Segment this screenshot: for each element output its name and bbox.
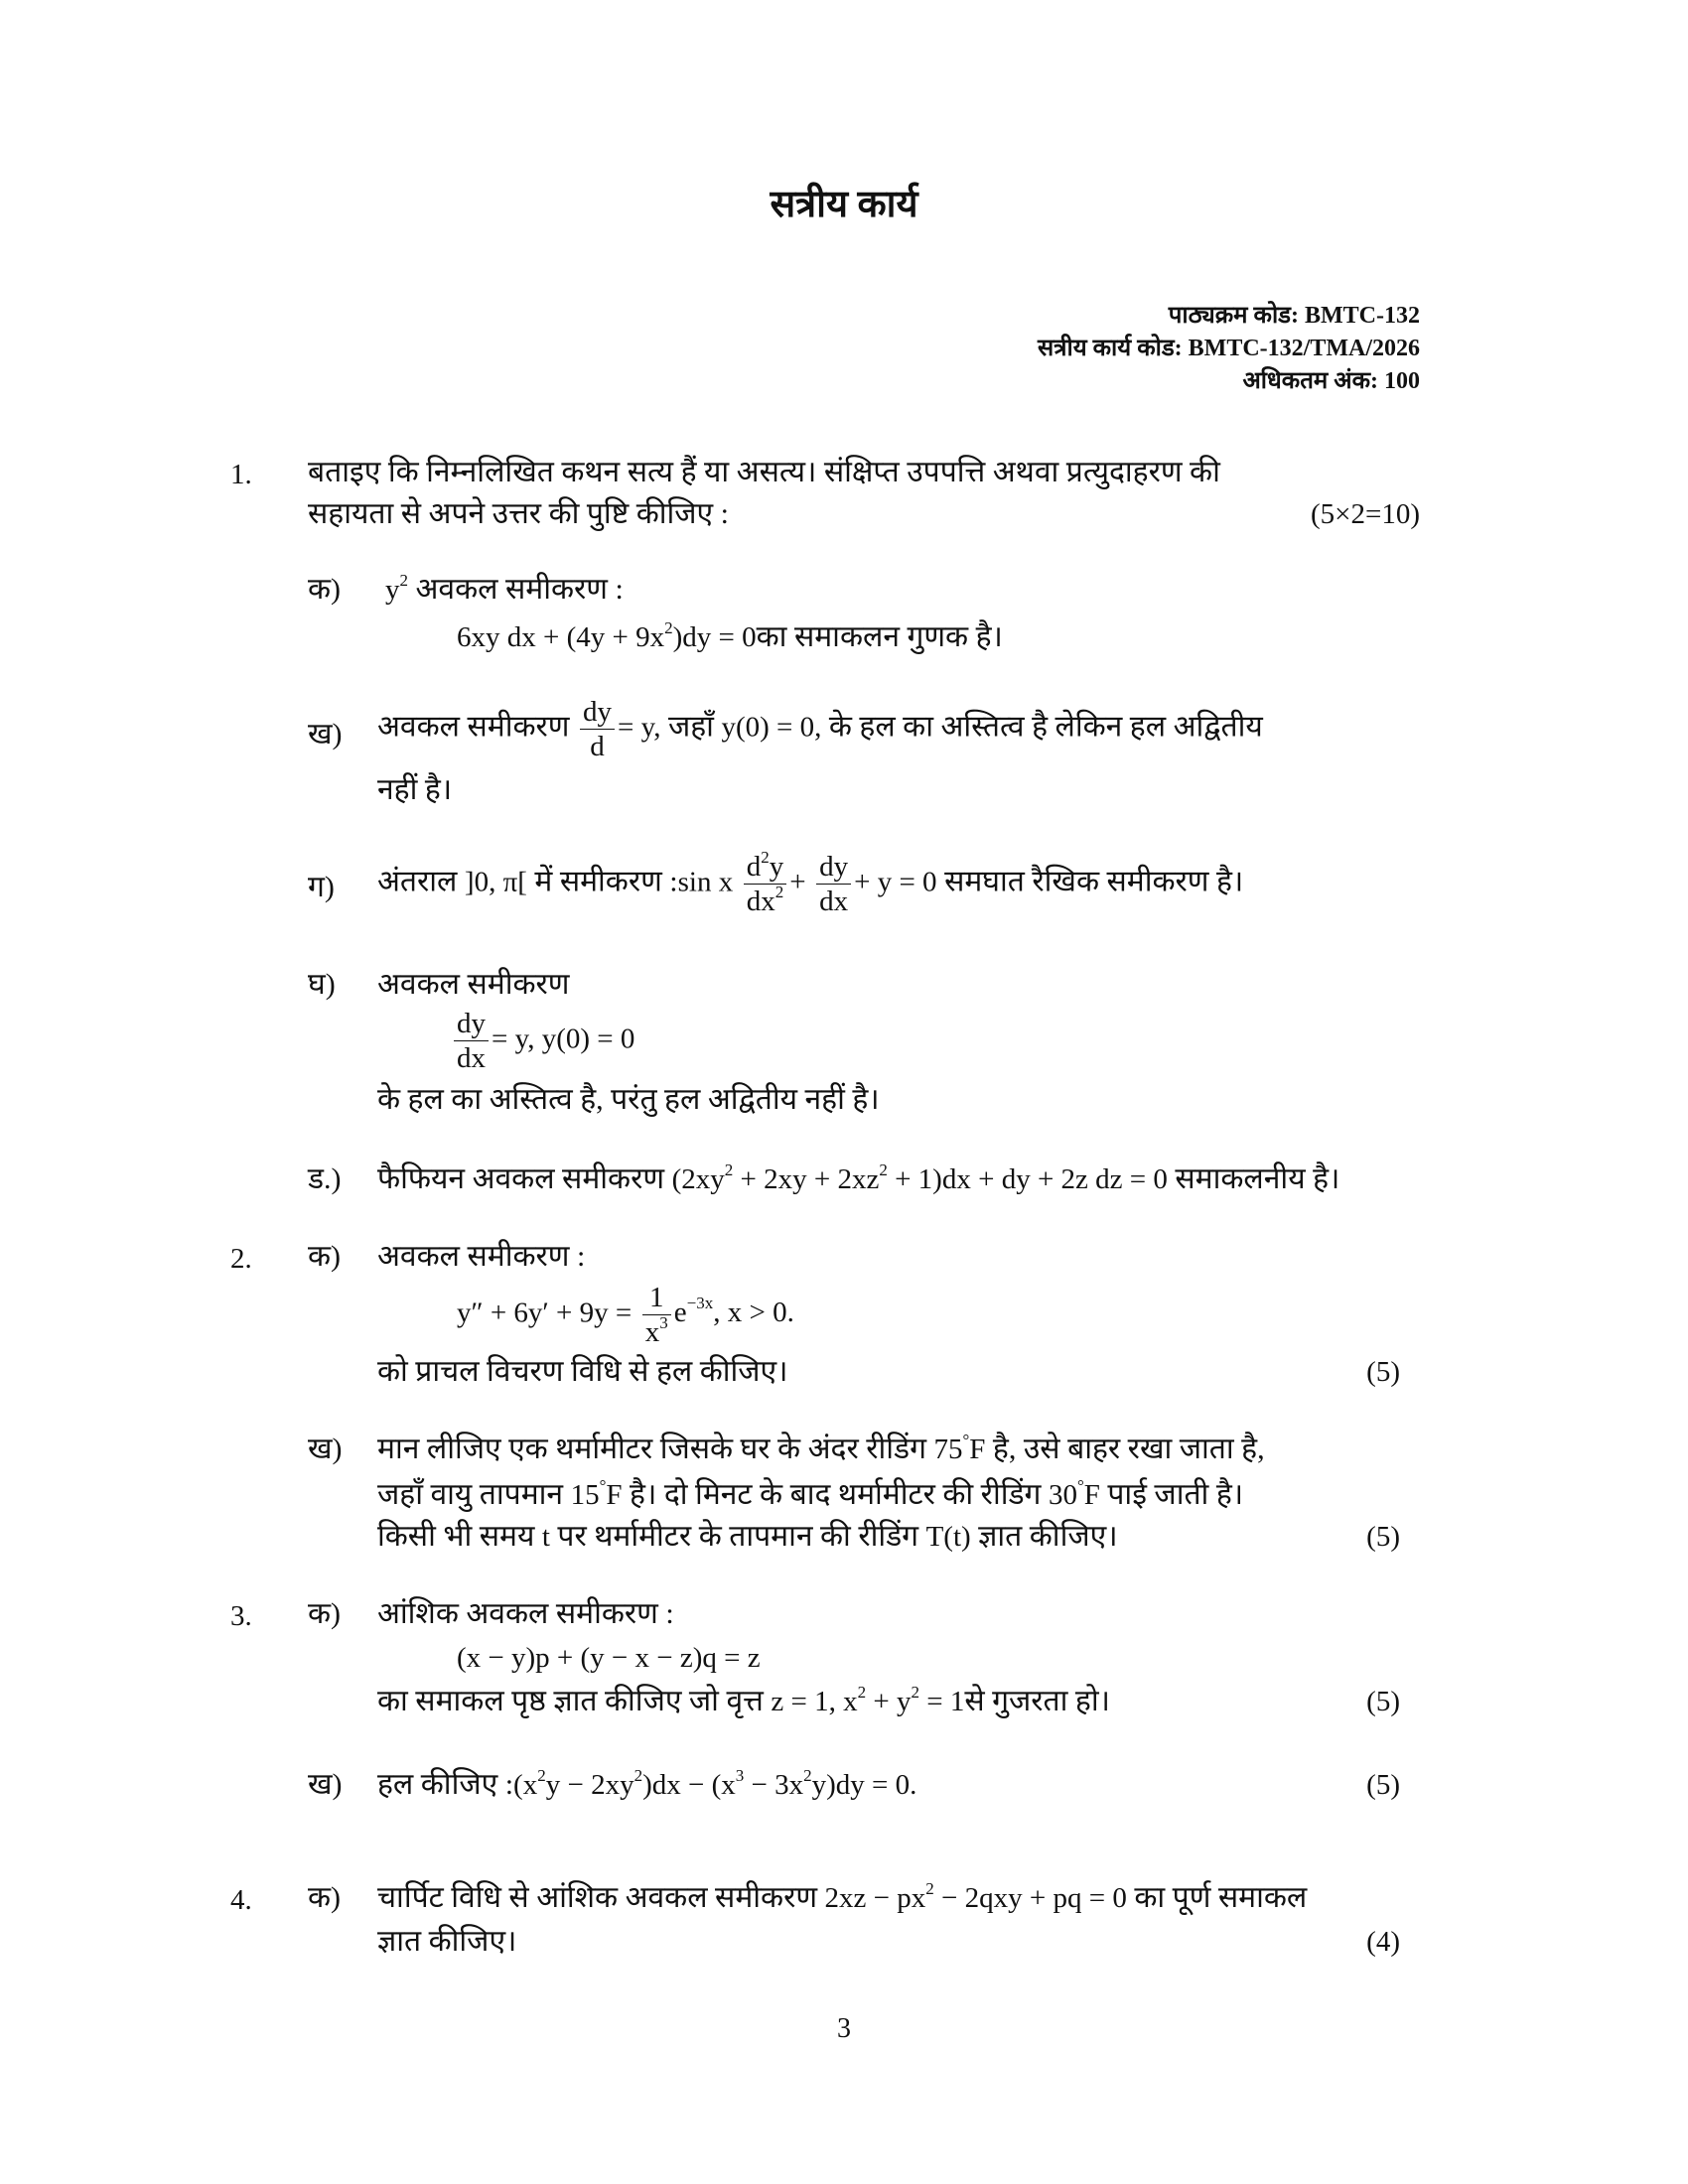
- equation: (x − y)p + (y − x − z)q = z: [457, 1642, 761, 1674]
- item-text: जहाँ वायु तापमान 15°F है। दो मिनट के बाद थर्मामीटर की रीडिंग 30°F पाई जाती है।: [377, 1476, 1244, 1511]
- marks: (5): [1366, 1769, 1400, 1801]
- item-label: क): [308, 1597, 342, 1630]
- question-number: 1.: [230, 459, 252, 490]
- equation: $\frac{dy}{dx}$ = y, y(0) = 0: [451, 1007, 634, 1075]
- item-label: घ): [308, 968, 336, 1001]
- item-text: मान लीजिए एक थर्मामीटर जिसके घर के अंदर रीडिंग 75°F है, उसे बाहर रखा जाता है,: [377, 1431, 1265, 1465]
- page-title: सत्रीय कार्य: [770, 184, 918, 225]
- item-text: आंशिक अवकल समीकरण :: [377, 1597, 674, 1630]
- marks: (5): [1366, 1521, 1400, 1553]
- question-number: 4.: [230, 1884, 252, 1916]
- item-label: ग): [308, 871, 335, 903]
- item-text: अवकल समीकरण $\frac{dy}{d}$ = y, जहाँ y(0) = 0, के हल का अस्तित्व है लेकिन हल अद्वितीय: [377, 696, 1263, 762]
- item-label: क): [308, 573, 342, 606]
- item-label: ड.): [308, 1162, 342, 1195]
- assignment-code: सत्रीय कार्य कोड: BMTC-132/TMA/2026: [1038, 336, 1420, 361]
- item-label: क): [308, 1881, 342, 1914]
- item-text: फैफियन अवकल समीकरण $(2xy^2 + 2xy + 2xz^2 + 1)dx$ + dy + 2z dz = 0 समाकलनीय है।: [377, 1160, 1340, 1195]
- question-text: सहायता से अपने उत्तर की पुष्टि कीजिए :: [308, 497, 729, 530]
- question-text: बताइए कि निम्नलिखित कथन सत्य हैं या असत्य। संक्षिप्त उपपत्ति अथवा प्रत्युदाहरण की: [308, 456, 1220, 488]
- item-label: क): [308, 1240, 342, 1273]
- question-number: 3.: [230, 1600, 252, 1632]
- marks: (5): [1366, 1686, 1400, 1717]
- item-text: का समाकल पृष्ठ ज्ञात कीजिए जो वृत्त z = 1, $x^2 + y^2$ = 1से गुजरता हो।: [377, 1683, 1110, 1717]
- course-code: पाठ्यक्रम कोड: BMTC-132: [1168, 303, 1420, 329]
- equation: y″ + 6y′ + 9y = $\frac{1}{x^3}$ $e^{-3x}$, x > 0.: [457, 1282, 794, 1348]
- item-label: ख): [308, 1433, 343, 1465]
- question-number: 2.: [230, 1243, 252, 1275]
- marks: (5): [1366, 1356, 1400, 1388]
- item-text: $y^2$ अवकल समीकरण :: [385, 571, 624, 606]
- item-text: अवकल समीकरण :: [377, 1240, 586, 1273]
- item-text: को प्राचल विचरण विधि से हल कीजिए।: [377, 1355, 788, 1388]
- item-text: नहीं है।: [377, 773, 453, 806]
- page-number: 3: [837, 2013, 851, 2044]
- item-label: ख): [308, 718, 343, 751]
- item-text: ज्ञात कीजिए।: [377, 1925, 517, 1958]
- max-marks: अधिकतम अंक: 100: [1242, 368, 1420, 394]
- item-text: अंतराल ]0, π[ में समीकरण :sin x $\frac{d^2y}{dx^2}$ + $\frac{dy}{dx}$ + y = 0 समघात रैखिक समीकरण है।: [377, 848, 1244, 917]
- marks: (4): [1366, 1926, 1400, 1958]
- item-text: अवकल समीकरण: [377, 968, 570, 1001]
- item-text: किसी भी समय t पर थर्मामीटर के तापमान की रीडिंग T(t) ज्ञात कीजिए।: [377, 1520, 1118, 1553]
- item-text: चार्पिट विधि से आंशिक अवकल समीकरण $2xz - px^2 - 2qxy$ + pq = 0 का पूर्ण समाकल: [377, 1879, 1308, 1914]
- item-text: के हल का अस्तित्व है, परंतु हल अद्वितीय नहीं है।: [377, 1083, 880, 1116]
- marks: (5×2=10): [1310, 498, 1420, 530]
- equation: 6xy dx + $(4y + 9x^2)dy$ = 0का समाकलन गुणक है।: [457, 618, 1003, 653]
- item-label: ख): [308, 1768, 343, 1801]
- item-text: हल कीजिए $:(x^2y - 2xy^2)dx - (x^3 - 3x^2y)dy = 0$.: [377, 1766, 917, 1801]
